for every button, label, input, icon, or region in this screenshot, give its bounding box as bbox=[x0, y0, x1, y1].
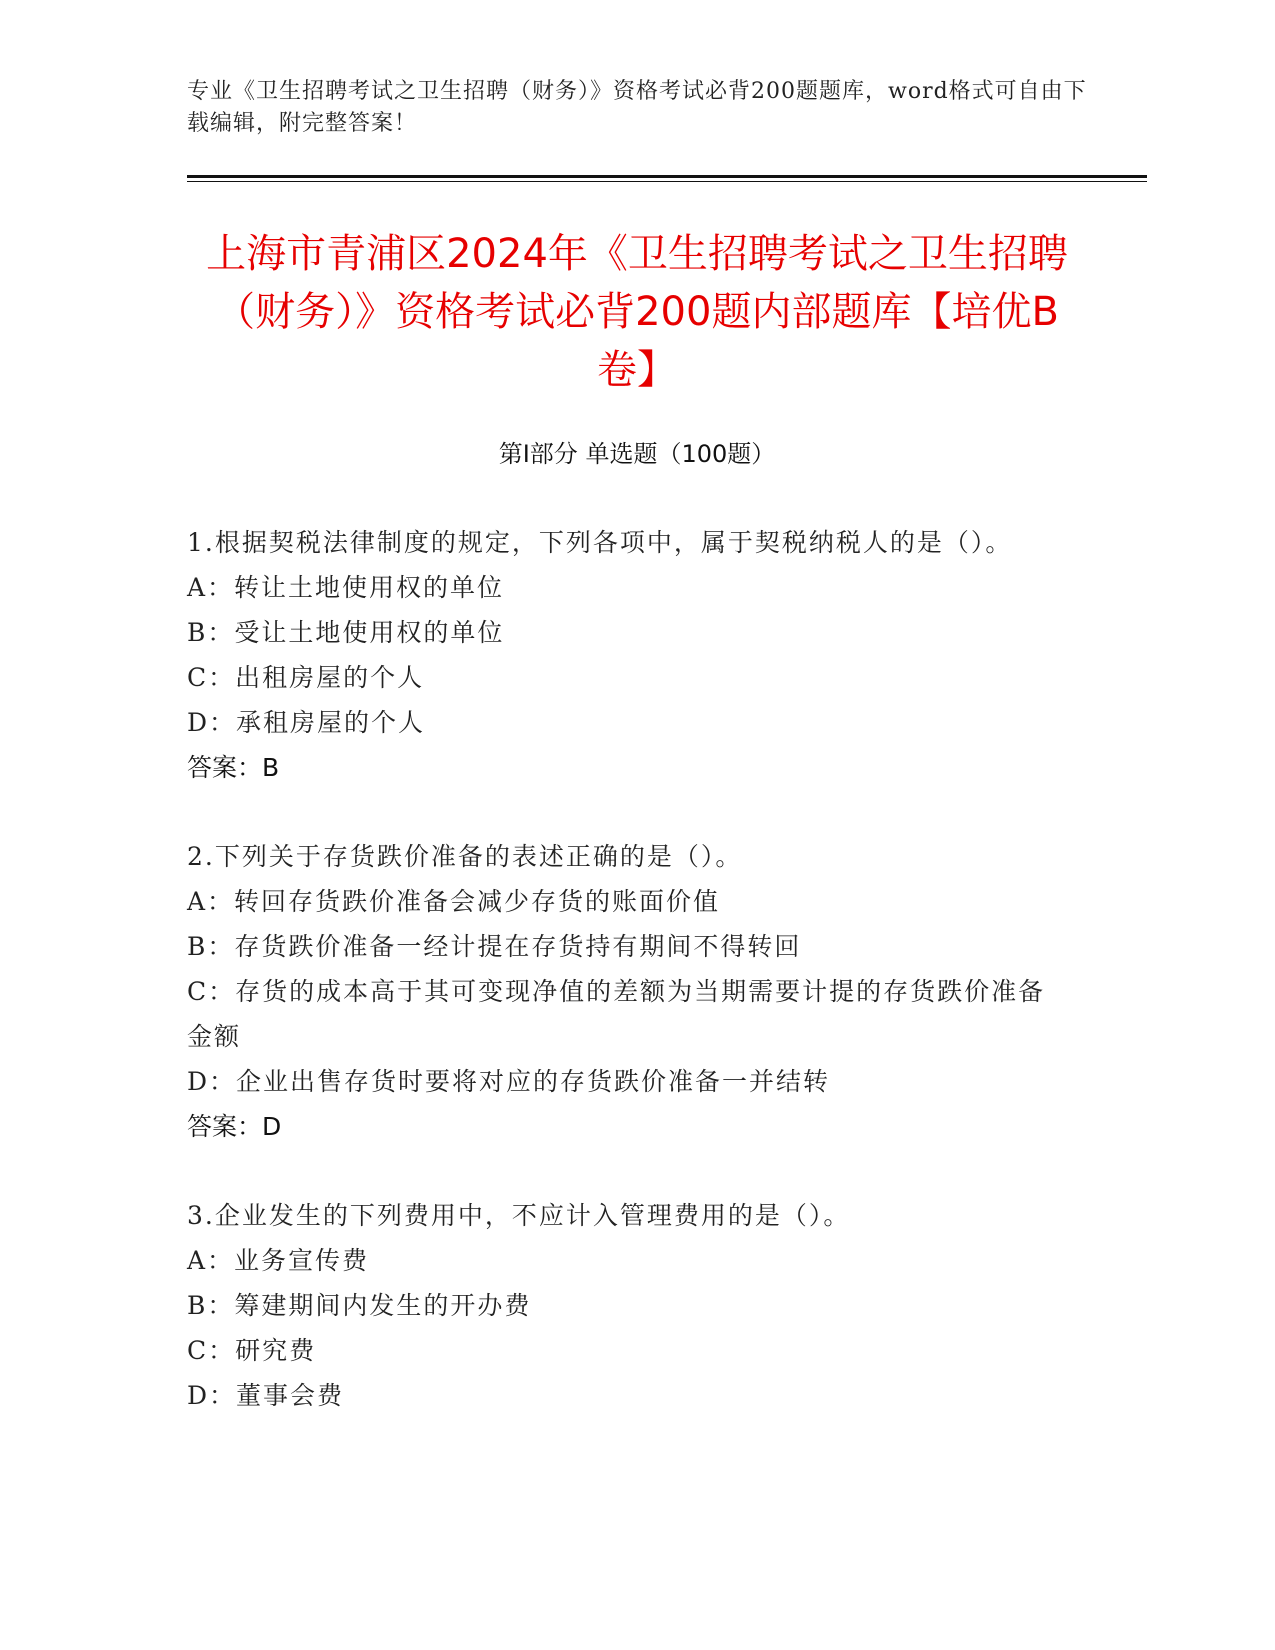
question-stem: 1.根据契税法律制度的规定，下列各项中，属于契税纳税人的是（）。 bbox=[187, 528, 1013, 557]
header-divider bbox=[187, 175, 1147, 178]
option-b: B：受让土地使用权的单位 bbox=[187, 618, 505, 647]
question-2 bbox=[187, 834, 1067, 1149]
section-title: 第I部分 单选题（100题） bbox=[498, 440, 776, 468]
question-list bbox=[187, 520, 1067, 1462]
question-stem: 2.下列关于存货跌价准备的表述正确的是（）。 bbox=[187, 842, 743, 871]
option-a: A：业务宣传费 bbox=[187, 1246, 370, 1275]
option-d: D：董事会费 bbox=[187, 1381, 345, 1410]
option-c: C：研究费 bbox=[187, 1336, 317, 1365]
option-c: C：出租房屋的个人 bbox=[187, 663, 425, 692]
question-3 bbox=[187, 1193, 1067, 1418]
option-d: D：承租房屋的个人 bbox=[187, 708, 426, 737]
header-divider-thin bbox=[187, 181, 1147, 182]
document-title: 上海市青浦区2024年《卫生招聘考试之卫生招聘（财务）》资格考试必背200题内部题库【培优B卷】 bbox=[206, 231, 1068, 393]
answer: 答案：B bbox=[187, 753, 280, 782]
option-a: A：转回存货跌价准备会减少存货的账面价值 bbox=[187, 887, 721, 916]
question-1 bbox=[187, 520, 1067, 790]
option-c: C：存货的成本高于其可变现净值的差额为当期需要计提的存货跌价准备金额 bbox=[187, 977, 1046, 1051]
answer: 答案：D bbox=[187, 1112, 282, 1141]
option-b: B：筹建期间内发生的开办费 bbox=[187, 1291, 532, 1320]
option-d: D：企业出售存货时要将对应的存货跌价准备一并结转 bbox=[187, 1067, 831, 1096]
header-note: 专业《卫生招聘考试之卫生招聘（财务）》资格考试必背200题题库，word格式可自由下载编辑，附完整答案！ bbox=[187, 79, 1087, 136]
question-stem: 3.企业发生的下列费用中，不应计入管理费用的是（）。 bbox=[187, 1201, 851, 1230]
option-b: B：存货跌价准备一经计提在存货持有期间不得转回 bbox=[187, 932, 802, 961]
option-a: A：转让土地使用权的单位 bbox=[187, 573, 505, 602]
